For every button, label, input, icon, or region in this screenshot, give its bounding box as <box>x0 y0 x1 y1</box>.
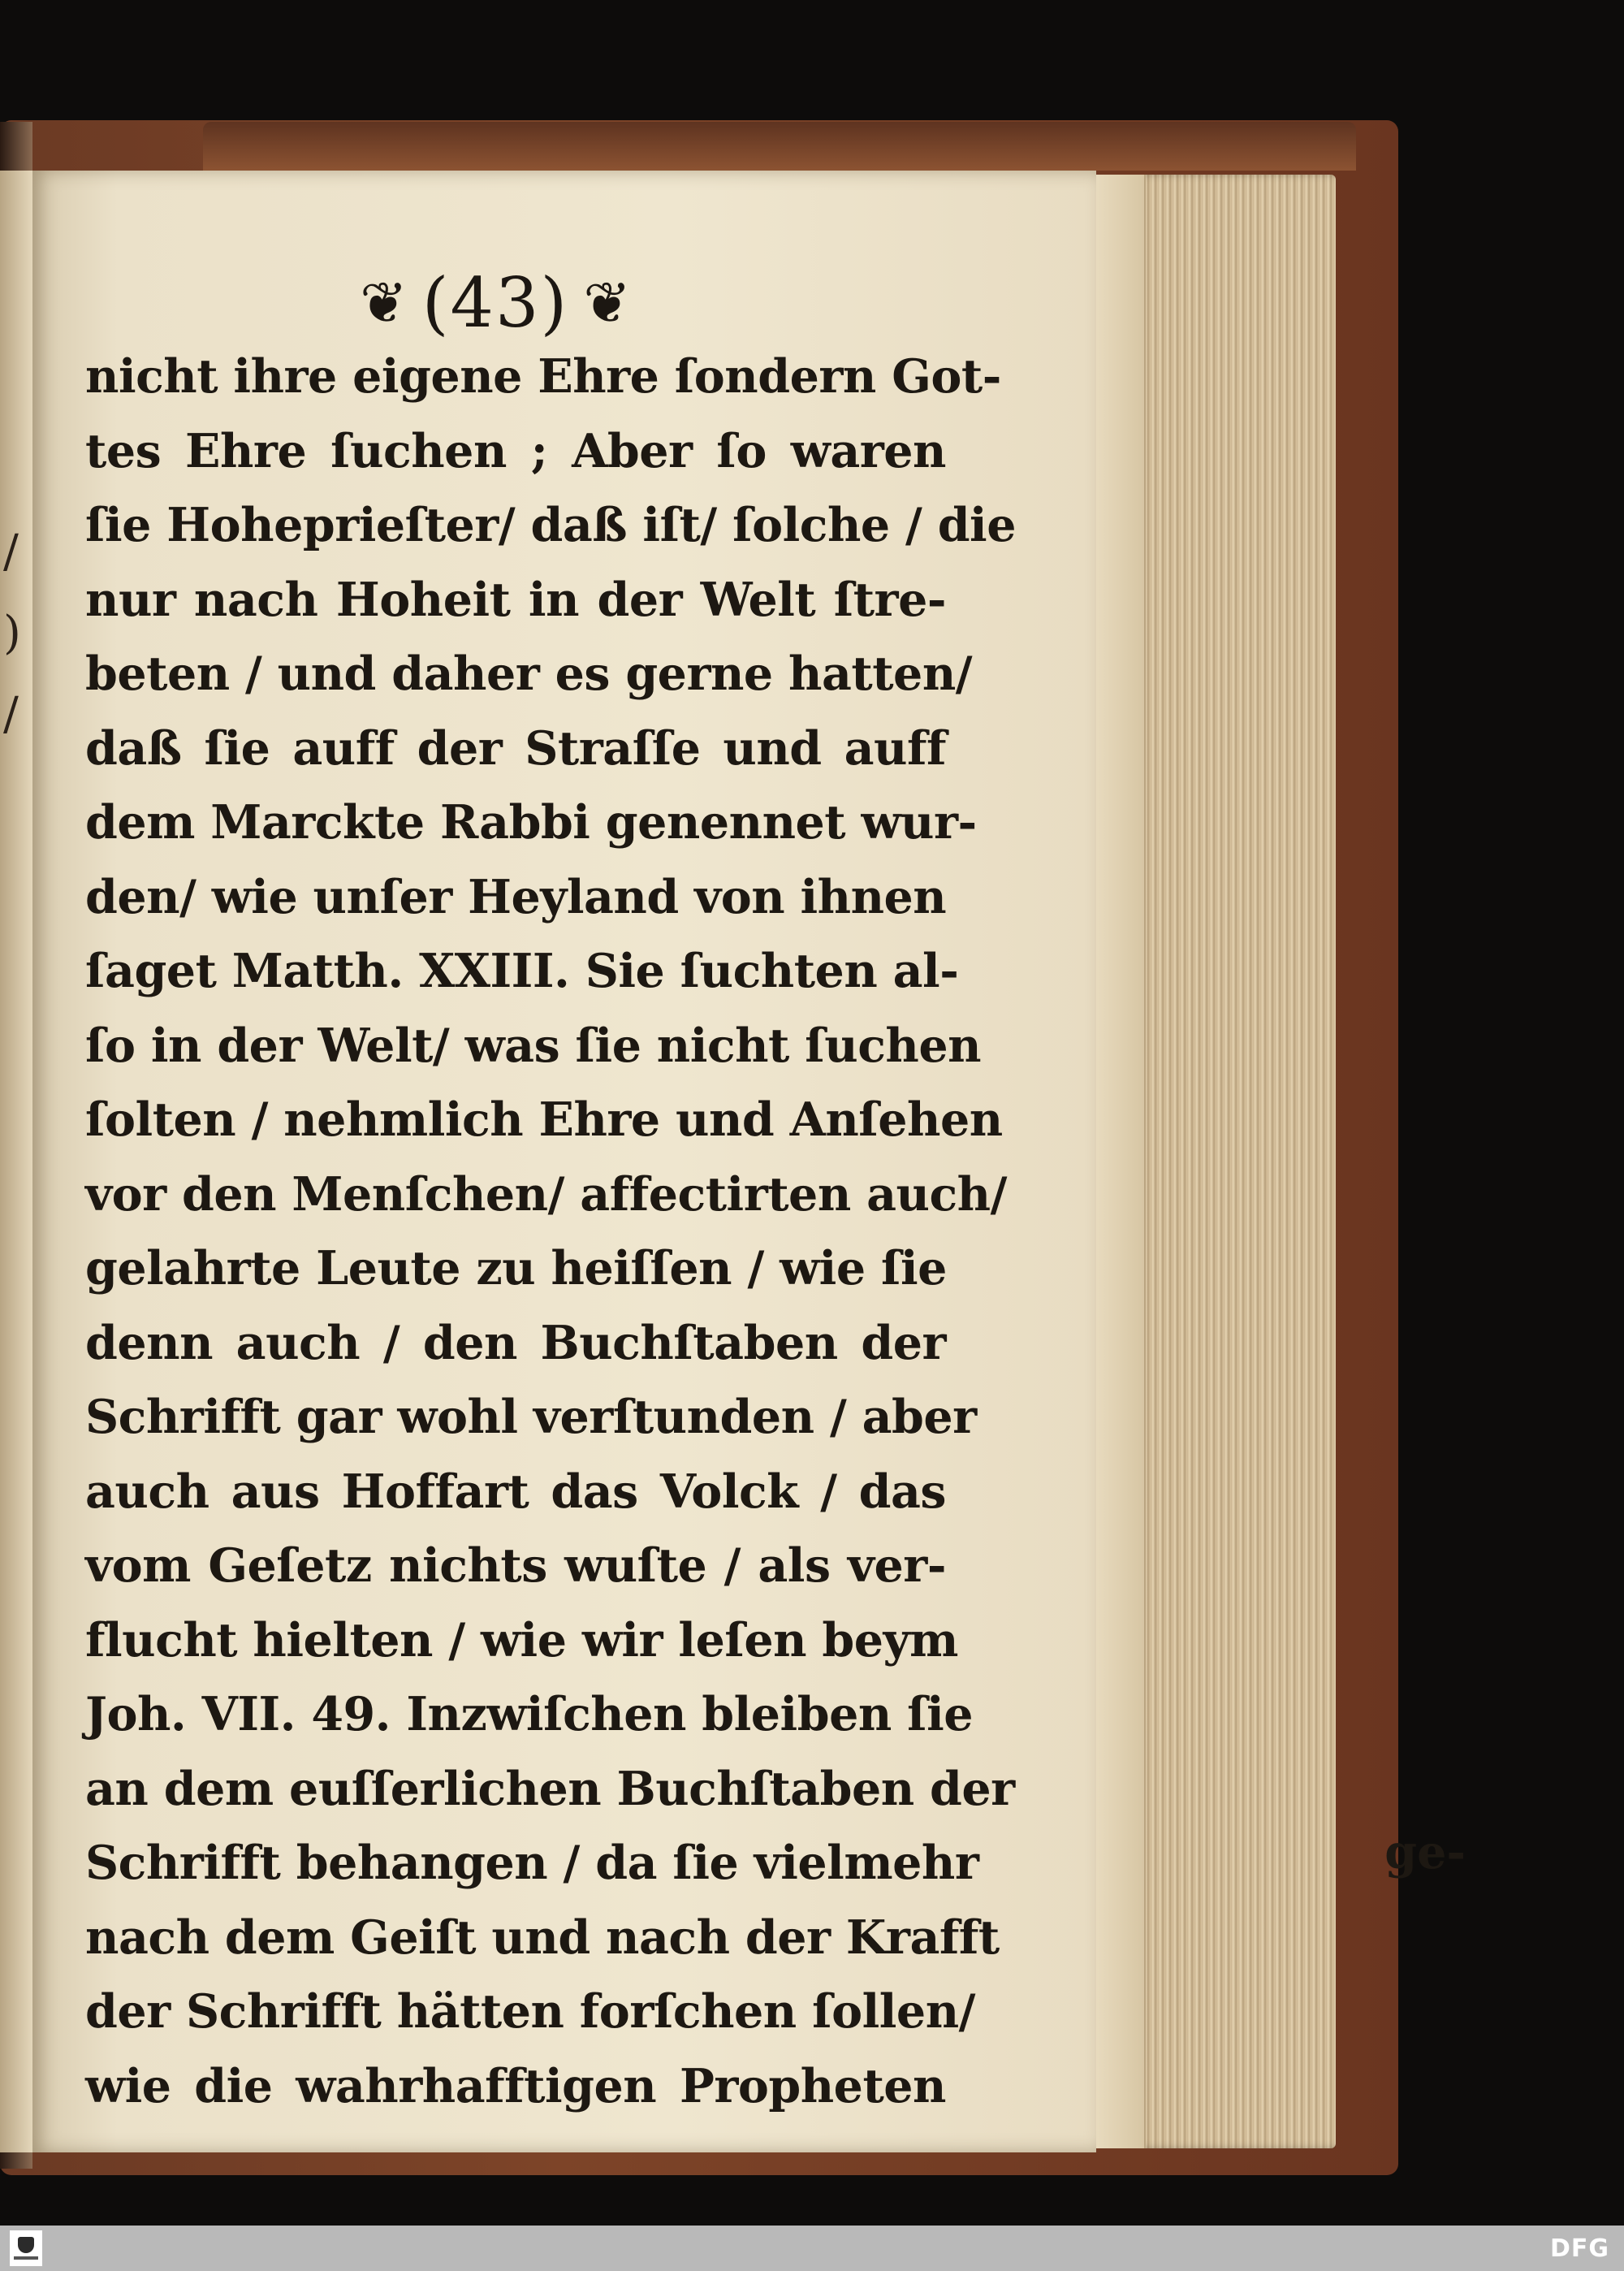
text-line: denn auch / den Buchſtaben der <box>85 1315 946 1370</box>
text-line: wie die wahrhafftigen Propheten <box>85 2058 946 2113</box>
text-line: gelahrte Leute zu heiſſen / wie ſie <box>85 1241 947 1296</box>
text-line: Schrifft gar wohl verſtunden / aber <box>85 1390 977 1444</box>
text-line: ſie Hoheprieſter/ daß iſt/ ſolche / die <box>85 498 1016 552</box>
page-header <box>309 258 682 348</box>
left-mark: / <box>3 526 19 578</box>
text-line: tes Ehre ſuchen ; Aber ſo waren <box>85 423 946 478</box>
text-line: Joh. VII. 49. Inzwiſchen bleiben ſie <box>85 1687 974 1741</box>
text-line: vor den Menſchen/ affectirten auch/ <box>85 1166 1007 1222</box>
dfg-logo: DFG <box>1549 2234 1609 2263</box>
text-line: ſolten / nehmlich Ehre und Anſehen <box>85 1092 1003 1147</box>
text-line: nicht ihre eigene Ehre ſondern Got- <box>85 349 1001 404</box>
catchword: ge- <box>1384 1825 1466 1880</box>
left-mark: / <box>3 688 19 741</box>
text-line: ſaget Matth. XXIII. Sie ſuchten al- <box>85 944 959 998</box>
text-line: beten / und daher es gerne hatten/ <box>85 647 973 701</box>
text-line: auch aus Hoffart das Volck / das <box>85 1464 946 1519</box>
ornament-left-icon: ❦ <box>360 270 408 336</box>
text-line: dem Marckte Rabbi genennet wur- <box>85 795 977 850</box>
viewer-footer <box>0 2226 1624 2271</box>
text-line: an dem euſſerlichen Buchſtaben der <box>85 1761 1015 1816</box>
page-edge-sheet <box>1092 175 1146 2148</box>
page-number: (43) <box>421 263 569 343</box>
text-line: daß ſie auff der Straſſe und auff <box>85 720 946 776</box>
left-page-marks <box>3 512 28 755</box>
library-logo-icon <box>10 2230 42 2266</box>
ornament-right-icon: ❦ <box>583 270 631 336</box>
text-line: der Schrifft hätten forſchen ſollen/ <box>85 1984 975 2039</box>
text-line: den/ wie unſer Heyland von ihnen <box>85 869 947 924</box>
book-cover-top-edge <box>203 122 1356 171</box>
text-line: Schrifft behangen / da ſie vielmehr <box>85 1836 979 1890</box>
left-page-remnant <box>0 171 34 2152</box>
text-line: vom Geſetz nichts wuſte / als ver- <box>85 1538 946 1593</box>
text-line: nur nach Hoheit in der Welt ſtre- <box>85 572 946 627</box>
text-line: flucht hielten / wie wir leſen beym <box>85 1612 958 1668</box>
left-mark: ) <box>3 607 21 660</box>
text-line: nach dem Geiſt und nach der Krafft <box>85 1910 1000 1965</box>
page-text <box>85 340 1016 2123</box>
text-line: ſo in der Welt/ was ſie nicht ſuchen <box>85 1018 982 1073</box>
